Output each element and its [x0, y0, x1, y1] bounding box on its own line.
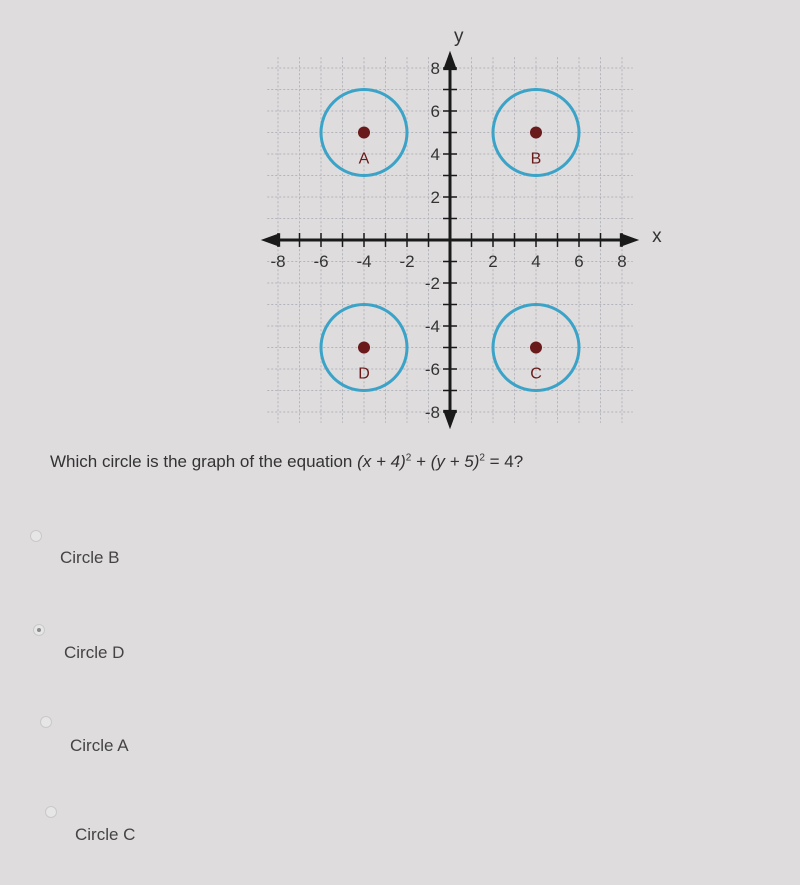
choice-radio-selected[interactable]	[33, 624, 45, 636]
question-prefix: Which circle is the graph of the equation	[50, 452, 358, 471]
choice-label[interactable]: Circle D	[64, 643, 125, 662]
x-tick-label: -4	[356, 252, 372, 271]
choice-label[interactable]: Circle A	[70, 736, 129, 755]
question-text	[50, 452, 523, 472]
y-tick-label: -8	[424, 403, 440, 422]
coordinate-graph	[255, 26, 662, 425]
y-axis-arrow-down	[443, 410, 457, 429]
choice-label[interactable]: Circle B	[60, 548, 120, 567]
circle-label: D	[358, 365, 370, 383]
x-axis-label: x	[652, 226, 662, 247]
y-axis-arrow-up	[443, 51, 457, 70]
y-tick-label: -4	[424, 317, 440, 336]
question-suffix: = 4?	[484, 452, 524, 471]
equation-exponent-1: 2	[405, 452, 412, 464]
choice-radio[interactable]	[45, 806, 57, 818]
x-tick-label: -2	[399, 252, 415, 271]
circle-center-point	[530, 342, 542, 354]
x-tick-label: 6	[574, 252, 584, 271]
y-tick-label: 4	[430, 145, 440, 164]
y-tick-label: -6	[424, 360, 440, 379]
circle-label: B	[530, 150, 542, 168]
choice-radio[interactable]	[30, 530, 42, 542]
circle-label: C	[530, 365, 542, 383]
y-tick-label: 6	[430, 102, 440, 121]
choice-label[interactable]: Circle C	[75, 825, 136, 844]
circle-center-point	[358, 127, 370, 139]
equation-term-1: (x + 4)	[357, 452, 406, 471]
x-tick-label: 4	[531, 252, 541, 271]
equation-term-2: (y + 5)	[430, 452, 480, 471]
equation-exponent-2: 2	[479, 452, 485, 464]
circle-center-point	[358, 342, 370, 354]
y-axis-label: y	[454, 26, 464, 48]
x-axis-arrow-left	[261, 233, 280, 247]
x-tick-label: 8	[617, 252, 627, 271]
circle-center-point	[530, 127, 542, 139]
x-tick-label: -8	[270, 252, 286, 271]
circle-label: A	[358, 150, 370, 168]
graph-axes	[261, 51, 639, 429]
y-tick-label: 8	[430, 59, 440, 78]
x-tick-label: -6	[313, 252, 329, 271]
y-tick-label: 2	[430, 188, 440, 207]
y-tick-label: -2	[424, 274, 440, 293]
x-axis-arrow-right	[620, 233, 639, 247]
choice-radio[interactable]	[40, 716, 52, 728]
equation-plus: +	[411, 452, 431, 471]
x-tick-label: 2	[488, 252, 498, 271]
